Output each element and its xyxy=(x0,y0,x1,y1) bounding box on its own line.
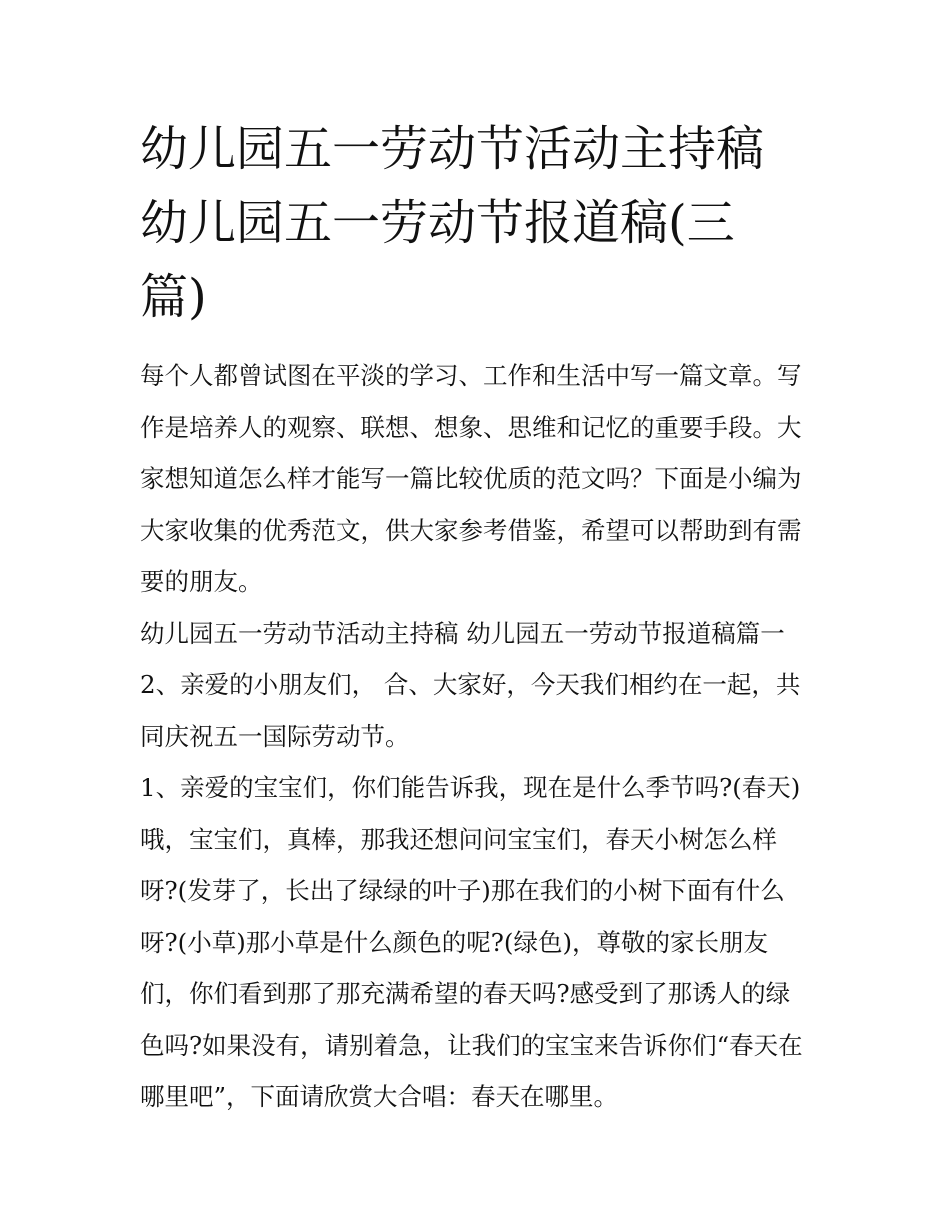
item-1-paragraph xyxy=(140,762,810,1123)
document-body xyxy=(140,350,810,1123)
text-line: 哪里吧”，下面请欣赏大合唱：春天在哪里。 xyxy=(140,1082,619,1111)
intro-paragraph xyxy=(140,350,810,608)
document-title xyxy=(140,112,810,334)
section-heading-paragraph xyxy=(140,608,810,660)
text-line: 同庆祝五一国际劳动节。 xyxy=(140,721,410,751)
document-page xyxy=(140,112,810,1123)
title-line: 篇) xyxy=(140,269,207,325)
text-line: 呀?(小草)那小草是什么颜色的呢?(绿色)，尊敬的家长朋友 xyxy=(140,927,769,957)
text-line: 们，你们看到那了那充满希望的春天吗?感受到了那诱人的绿 xyxy=(140,979,791,1008)
section-heading: 幼儿园五一劳动节活动主持稿 幼儿园五一劳动节报道稿篇一 xyxy=(140,618,785,648)
text-line: 呀?(发芽了，长出了绿绿的叶子)那在我们的小树下面有什么 xyxy=(140,876,785,905)
text-line: 哦，宝宝们，真棒，那我还想问问宝宝们，春天小树怎么样 xyxy=(140,824,777,854)
text-line: 2、亲爱的小朋友们， 合、大家好，今天我们相约在一起，共 xyxy=(140,670,801,699)
title-line: 幼儿园五一劳动节报道稿(三 xyxy=(140,195,735,251)
text-line: 要的朋友。 xyxy=(140,567,263,596)
text-line: 1、亲爱的宝宝们，你们能告诉我，现在是什么季节吗?(春天) xyxy=(140,773,801,802)
text-line: 色吗?如果没有，请别着急，让我们的宝宝来告诉你们“春天在 xyxy=(140,1030,803,1060)
text-line: 家想知道怎么样才能写一篇比较优质的范文吗？下面是小编为 xyxy=(140,464,802,493)
item-2-paragraph xyxy=(140,659,810,762)
text-line: 每个人都曾试图在平淡的学习、工作和生活中写一篇文章。写 xyxy=(140,361,802,390)
text-line: 大家收集的优秀范文，供大家参考借鉴，希望可以帮助到有需 xyxy=(140,515,802,545)
title-line: 幼儿园五一劳动节活动主持稿 xyxy=(140,121,765,177)
text-line: 作是培养人的观察、联想、想象、思维和记忆的重要手段。大 xyxy=(140,412,802,442)
